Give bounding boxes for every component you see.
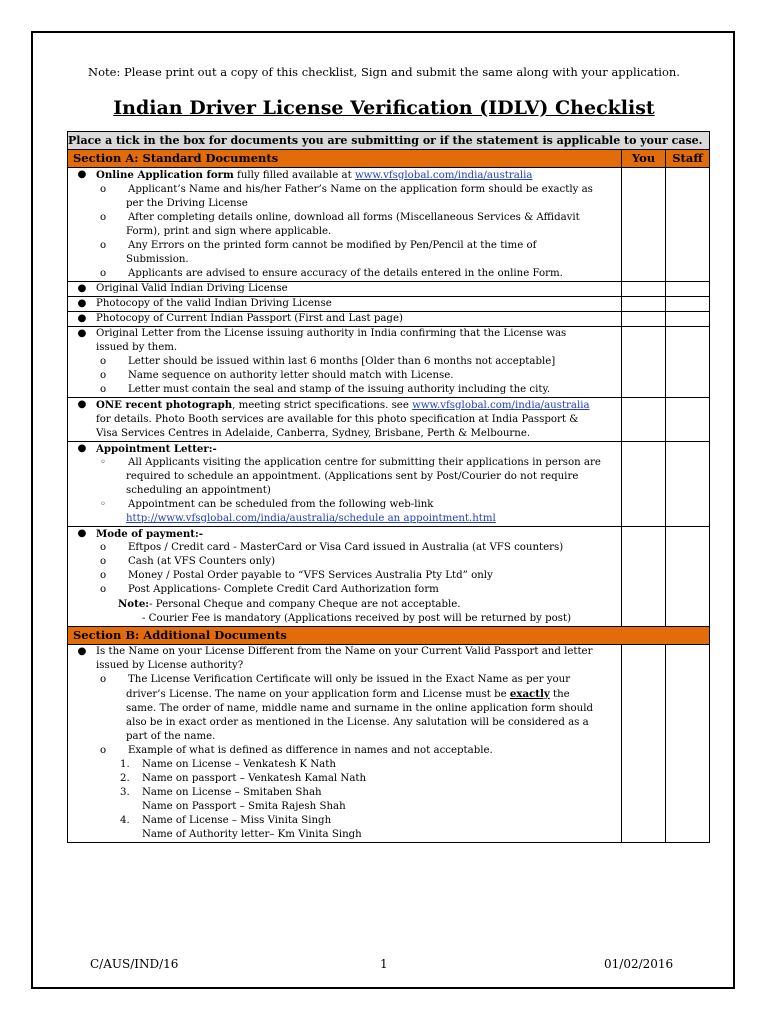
item-name-difference [68, 645, 622, 843]
item-authority-letter [68, 327, 622, 398]
item-text: Original Letter from the License issuing authority in India confirming that the License was [96, 328, 567, 339]
payment-note-text: - Courier Fee is mandatory (Applications received by post will be returned by post) [142, 613, 572, 624]
item-appointment-letter [68, 442, 622, 527]
checklist-table [67, 131, 710, 843]
staff-checkbox[interactable] [666, 645, 710, 843]
you-checkbox[interactable] [622, 282, 666, 297]
item-original-license [68, 282, 622, 297]
item-license-photocopy [68, 297, 622, 312]
sub-item-text: the [549, 689, 570, 700]
staff-checkbox[interactable] [666, 168, 710, 282]
table-row [68, 398, 710, 442]
circle-bullet-icon: o [100, 212, 107, 223]
sub-item-text: Any Errors on the printed form cannot be modified by Pen/Pencil at the time of [128, 240, 537, 251]
sub-item-text: Applicants are advised to ensure accuracy of the details entered in the online Form. [128, 268, 563, 279]
circle-bullet-icon: ◦ [100, 457, 107, 468]
example-text: Name on License – Smitaben Shah [142, 787, 322, 798]
footer-document-code: C/AUS/IND/16 [90, 957, 179, 971]
item-text: Visa Services Centres in Adelaide, Canberra, Sydney, Brisbane, Perth & Melbourne. [96, 428, 531, 439]
bullet-icon: ● [77, 646, 87, 657]
circle-bullet-icon: o [100, 384, 107, 395]
staff-checkbox[interactable] [666, 312, 710, 327]
you-checkbox[interactable] [622, 327, 666, 398]
sub-item-text: Name sequence on authority letter should match with License. [128, 370, 454, 381]
print-note: Note: Please print out a copy of this checklist, Sign and submit the same along with your application. [88, 65, 680, 79]
item-text: fully filled available at [233, 170, 355, 181]
circle-bullet-icon: o [100, 370, 107, 381]
circle-bullet-icon: o [100, 356, 107, 367]
staff-column-header: Staff [666, 150, 710, 168]
item-bold: Appointment Letter:- [96, 443, 217, 455]
footer-date: 01/02/2016 [604, 957, 674, 971]
circle-bullet-icon: o [100, 745, 107, 756]
list-number: 1. [120, 759, 130, 770]
sub-item-text: Applicant’s Name and his/her Father’s Name on the application form should be exactly as [128, 184, 593, 195]
you-checkbox[interactable] [622, 645, 666, 843]
sub-item-text: same. The order of name, middle name and surname in the online application form should [126, 703, 594, 714]
circle-bullet-icon: o [100, 184, 107, 195]
item-text: , meeting strict specifications. see [232, 400, 413, 411]
example-text: Name on Passport – Smita Rajesh Shah [142, 801, 346, 812]
item-bold: Online Application form [96, 169, 234, 181]
staff-checkbox[interactable] [666, 282, 710, 297]
table-row [68, 312, 710, 327]
item-text: Photocopy of Current Indian Passport (First and Last page) [96, 313, 403, 324]
sub-item-text: Letter should be issued within last 6 months [Older than 6 months not acceptable] [128, 356, 556, 367]
staff-checkbox[interactable] [666, 398, 710, 442]
staff-checkbox[interactable] [666, 327, 710, 398]
bullet-icon: ● [77, 313, 87, 324]
section-b-title: Section B: Additional Documents [68, 627, 710, 645]
example-text: Name on passport – Venkatesh Kamal Nath [142, 773, 367, 784]
sub-item-text: also be in exact order as mentioned in the License. Any salutation will be considered as a [126, 717, 589, 728]
table-row [68, 645, 710, 843]
item-mode-of-payment [68, 527, 622, 627]
item-passport-photocopy [68, 312, 622, 327]
sub-item-text: Eftpos / Credit card - MasterCard or Visa Card issued in Australia (at VFS counters) [128, 542, 564, 553]
you-checkbox[interactable] [622, 297, 666, 312]
sub-item-text: driver’s License. The name on your application form and License must be [126, 689, 510, 700]
staff-checkbox[interactable] [666, 527, 710, 627]
list-number: 2. [120, 773, 130, 784]
sub-item-text: part of the name. [126, 731, 216, 742]
circle-bullet-icon: o [100, 240, 107, 251]
item-text: issued by them. [96, 342, 178, 353]
table-row [68, 297, 710, 312]
bullet-icon: ● [77, 298, 87, 309]
circle-bullet-icon: o [100, 268, 107, 279]
instruction-text: Place a tick in the box for documents you are submitting or if the statement is applicable to your case. [68, 132, 710, 150]
circle-bullet-icon: o [100, 556, 107, 567]
table-row [68, 168, 710, 282]
bullet-icon: ● [77, 399, 87, 410]
bullet-icon: ● [77, 328, 87, 339]
you-checkbox[interactable] [622, 312, 666, 327]
example-text: Name on License – Venkatesh K Nath [142, 759, 336, 770]
item-text: Photocopy of the valid Indian Driving License [96, 298, 332, 309]
you-checkbox[interactable] [622, 527, 666, 627]
table-row [68, 327, 710, 398]
sub-item-text: Example of what is defined as difference in names and not acceptable. [128, 745, 493, 756]
you-column-header: You [622, 150, 666, 168]
circle-bullet-icon: ◦ [100, 499, 107, 510]
table-row [68, 442, 710, 527]
you-checkbox[interactable] [622, 168, 666, 282]
sub-item-text: Appointment can be scheduled from the following web-link [128, 499, 434, 510]
section-a-header [68, 150, 710, 168]
circle-bullet-icon: o [100, 674, 107, 685]
sub-item-text: After completing details online, download all forms (Miscellaneous Services & Affidavit [128, 212, 580, 223]
item-photograph [68, 398, 622, 442]
item-text: Original Valid Indian Driving License [96, 283, 288, 294]
table-row [68, 527, 710, 627]
table-row [68, 282, 710, 297]
bullet-icon: ● [77, 443, 87, 454]
staff-checkbox[interactable] [666, 442, 710, 527]
sub-item-text: Money / Postal Order payable to “VFS Services Australia Pty Ltd” only [128, 570, 493, 581]
page-title: Indian Driver License Verification (IDLV) Checklist [113, 97, 655, 119]
instruction-row [68, 132, 710, 150]
item-text: Is the Name on your License Different from the Name on your Current Valid Passport and letter [96, 646, 593, 657]
vfs-link[interactable]: www.vfsglobal.com/india/australia [354, 170, 533, 181]
staff-checkbox[interactable] [666, 297, 710, 312]
item-online-application [68, 168, 622, 282]
you-checkbox[interactable] [622, 442, 666, 527]
vfs-link[interactable]: www.vfsglobal.com/india/australia [412, 400, 590, 411]
bullet-icon: ● [77, 528, 87, 539]
circle-bullet-icon: o [100, 584, 107, 595]
item-bold: ONE recent photograph [96, 399, 233, 411]
list-number: 3. [120, 787, 130, 798]
sub-item-text: Letter must contain the seal and stamp of the issuing authority including the city. [128, 384, 551, 395]
payment-note-label: Note: [118, 598, 150, 610]
sub-item-text: Post Applications- Complete Credit Card Authorization form [128, 584, 439, 595]
item-text: for details. Photo Booth services are available for this photo specification at India Passport & [96, 414, 579, 425]
sub-item-text: Form), print and sign where applicable. [126, 226, 332, 237]
section-a-title: Section A: Standard Documents [68, 150, 622, 168]
example-text: Name of Authority letter– Km Vinita Singh [142, 829, 362, 840]
section-b-header [68, 627, 710, 645]
payment-note-text: - Personal Cheque and company Cheque are not acceptable. [149, 599, 461, 610]
emphasis-exactly: exactly [509, 688, 550, 700]
circle-bullet-icon: o [100, 570, 107, 581]
item-bold: Mode of payment:- [96, 528, 203, 540]
you-checkbox[interactable] [622, 398, 666, 442]
circle-bullet-icon: o [100, 542, 107, 553]
sub-item-text: scheduling an appointment) [126, 485, 271, 496]
item-text: issued by License authority? [96, 660, 244, 671]
sub-item-text: The License Verification Certificate will only be issued in the Exact Name as per your [128, 674, 571, 685]
bullet-icon: ● [77, 169, 87, 180]
footer-page-number: 1 [380, 957, 388, 971]
list-number: 4. [120, 815, 130, 826]
sub-item-text: Submission. [126, 254, 189, 265]
sub-item-text: required to schedule an appointment. (Applications sent by Post/Courier do not require [126, 471, 579, 482]
example-text: Name of License – Miss Vinita Singh [142, 815, 332, 826]
sub-item-text: per the Driving License [126, 198, 248, 209]
appointment-link[interactable]: http://www.vfsglobal.com/india/australia/schedule an appointment.html [126, 513, 496, 524]
bullet-icon: ● [77, 283, 87, 294]
sub-item-text: Cash (at VFS Counters only) [128, 556, 276, 567]
sub-item-text: All Applicants visiting the application centre for submitting their applications in person are [128, 457, 601, 468]
